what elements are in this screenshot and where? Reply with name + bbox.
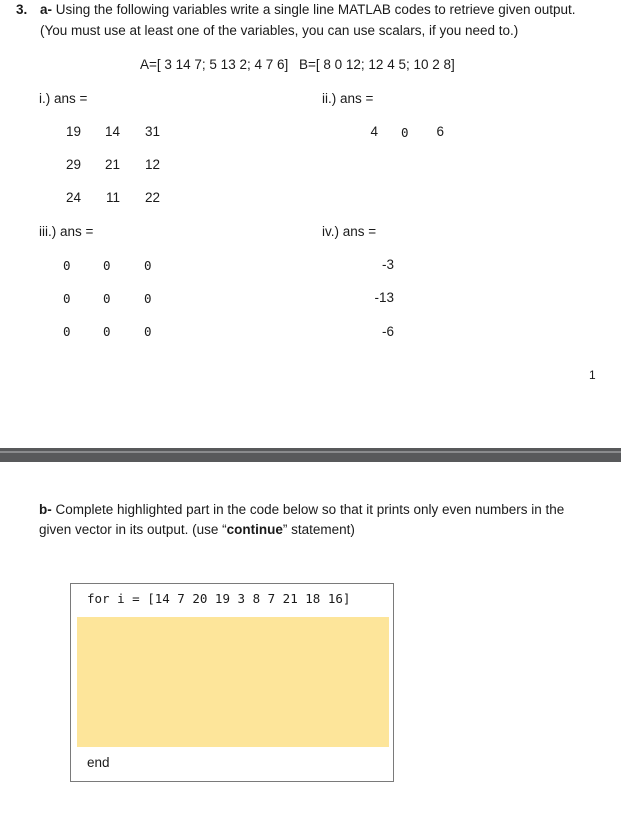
matrix-cell: 0 (63, 291, 71, 306)
part-a-line-2: (You must use at least one of the variables, you can use scalars, if you need to.) (40, 23, 519, 38)
matrix-cell: 19 (65, 124, 81, 139)
matrix-cell: 14 (104, 124, 120, 139)
output-i-label: i.) ans = (39, 91, 88, 106)
output-ii-label: ii.) ans = (322, 91, 374, 106)
question-number: 3. (16, 2, 28, 17)
part-b-text-1: Complete highlighted part in the code below so that it prints only even numbers in the (55, 502, 565, 517)
matrix-cell: 0 (63, 324, 71, 339)
column-cell: -3 (381, 257, 394, 272)
page-divider (0, 448, 621, 462)
matrix-cell: 31 (144, 124, 160, 139)
highlighted-code-area[interactable] (77, 617, 389, 747)
part-a-line-1 (40, 2, 576, 17)
variable-a: A=[ 3 14 7; 5 13 2; 4 7 6] (140, 57, 289, 72)
matrix-cell: 0 (103, 324, 111, 339)
matrix-cell: 12 (144, 157, 160, 172)
output-iv-label: iv.) ans = (322, 224, 377, 239)
code-end-line: end (87, 755, 110, 770)
continue-keyword: continue (226, 522, 283, 537)
code-box (70, 583, 394, 782)
variable-b: B=[ 8 0 12; 12 4 5; 10 2 8] (299, 57, 455, 72)
matrix-cell: 24 (65, 190, 81, 205)
matrix-cell: 0 (144, 324, 152, 339)
matrix-cell: 11 (105, 190, 120, 205)
part-b-line-1 (39, 502, 564, 517)
part-a-text-1: Using the following variables write a single line MATLAB codes to retrieve given output. (55, 2, 576, 17)
matrix-cell: 0 (63, 258, 71, 273)
column-cell: -13 (374, 290, 394, 305)
matrix-cell: 21 (104, 157, 120, 172)
page-number: 1 (589, 368, 596, 382)
part-b-text-2a: given vector in its output. (use “ (39, 522, 227, 537)
part-b-line-2 (39, 522, 355, 537)
row-cell: 6 (436, 124, 444, 139)
output-iii-label: iii.) ans = (39, 224, 94, 239)
row-cell: 4 (370, 124, 378, 139)
row-cell: 0 (401, 125, 409, 140)
matrix-cell: 0 (144, 291, 152, 306)
part-b-text-2b: ” statement) (282, 522, 355, 537)
matrix-cell: 0 (103, 258, 111, 273)
part-a-label: a- (40, 2, 53, 17)
matrix-cell: 29 (65, 157, 81, 172)
part-b-label: b- (39, 502, 52, 517)
matrix-cell: 22 (144, 190, 160, 205)
column-cell: -6 (381, 324, 394, 339)
code-for-line: for i = [14 7 20 19 3 8 7 21 18 16] (87, 591, 351, 606)
matrix-cell: 0 (144, 258, 152, 273)
matrix-cell: 0 (103, 291, 111, 306)
